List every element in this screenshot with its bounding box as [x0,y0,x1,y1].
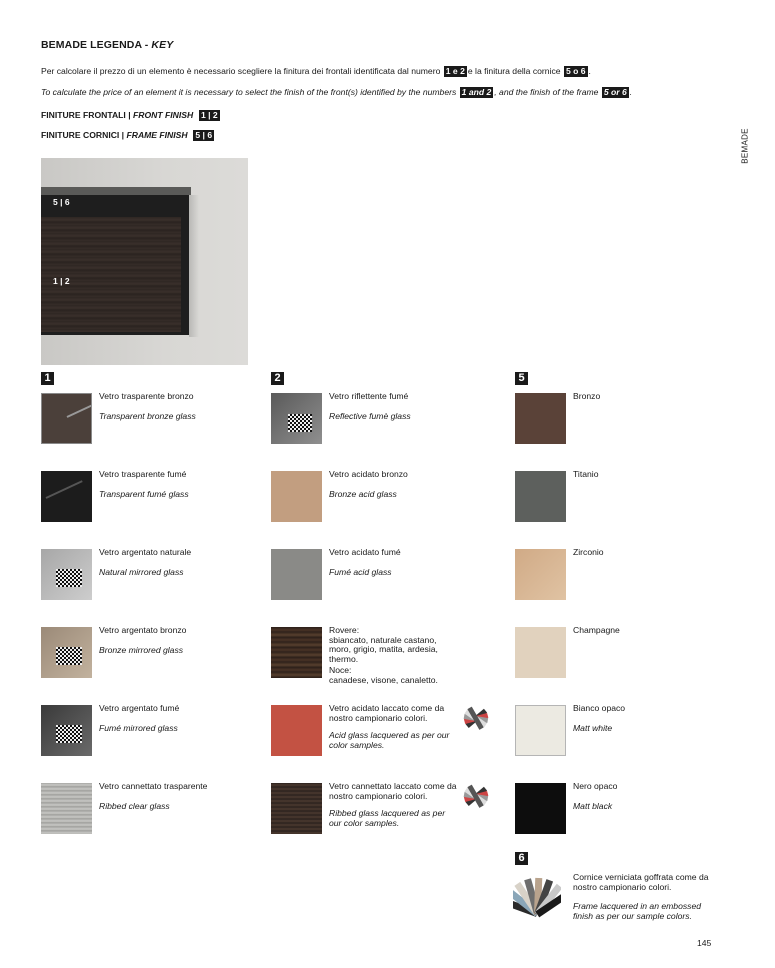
finish-name: Bronzo [573,391,601,401]
finish-name-en: Matt black [573,801,613,811]
finish-name: Rovere: sbiancato, naturale castano, moro, grigio, matita, ardesia, thermo. [329,625,438,664]
finish-name: Vetro riflettente fumé [329,391,409,401]
front-finish-heading: FINITURE FRONTALI | FRONT FINISH 1 | 2 [41,110,218,120]
swatch-bronze-mirror [41,627,92,678]
finish-name: Vetro argentato bronzo [99,625,187,635]
swatch-transparent-fume [41,471,92,522]
color-sample-fan-icon [461,782,491,810]
swatch-matt-black [515,783,566,834]
color-sample-fan-icon [461,704,491,732]
front-tag-en: 1 and 2 [461,87,492,97]
swatch-bronzo [515,393,566,444]
swatch-natural-mirror [41,549,92,600]
price-note-it: Per calcolare il prezzo di un elemento è necessario scegliere la finitura dei frontali identificata dal numero 1 e 2 e la finitura della cornice 5 o 6 . [41,66,591,76]
finish-name: Titanio [573,469,599,479]
front-tag: 1 e 2 [445,66,465,76]
price-note-en: To calculate the price of an element it is necessary to select the finish of the front(s) identified by the numbers 1 and 2 , and the finish of the frame 5 or 6 . [41,87,633,97]
finish-name-en: Natural mirrored glass [99,567,184,577]
finish-name: Vetro trasparente bronzo [99,391,194,401]
finish-name: Vetro cannettato trasparente [99,781,208,791]
frame-finish-heading: FINITURE CORNICI | FRAME FINISH 5 | 6 [41,130,213,140]
column-number-5: 5 [515,372,528,385]
swatch-zirconio [515,549,566,600]
finish-name: Bianco opaco [573,703,626,713]
column-number-2: 2 [271,372,284,385]
swatch-ribbed-lacquered [271,783,322,834]
finish-name-en: Reflective fumè glass [329,411,411,421]
finish-name: Vetro acidato fumé [329,547,401,557]
photo-label-front: 1 | 2 [53,276,70,286]
finish-name: Nero opaco [573,781,618,791]
finish-name-en: Matt white [573,723,613,733]
swatch-wood [271,627,322,678]
swatch-acid-bronze [271,471,322,522]
finish-name: Vetro argentato naturale [99,547,192,557]
finish-name-en: Bronze acid glass [329,489,397,499]
finish-name: Vetro acidato bronzo [329,469,408,479]
column-number-1: 1 [41,372,54,385]
swatch-fume-mirror [41,705,92,756]
finish-name-en: Acid glass lacquered as per our color samples. [329,730,450,750]
swatch-reflective-fume [271,393,322,444]
finish-name: Vetro acidato laccato come da nostro campionario colori. [329,703,445,723]
page-number: 145 [697,938,712,948]
finish-name: Vetro trasparente fumé [99,469,187,479]
side-label: BEMADE [740,128,750,164]
finish-name-en: Fumé acid glass [329,567,392,577]
swatch-champagne [515,627,566,678]
finish-name: Vetro cannettato laccato come da nostro campionario colori. [329,781,457,801]
finish-name-en: Ribbed glass lacquered as per our color samples. [329,808,446,828]
finish-name-en: Bronze mirrored glass [99,645,184,655]
color-sample-fan-icon [513,874,561,920]
finish-name: Vetro argentato fumé [99,703,180,713]
frame-tag: 5 o 6 [565,66,586,76]
product-photo [41,158,248,365]
column-number-6: 6 [515,852,528,865]
swatch-titanio [515,471,566,522]
frame-lacquered-desc-en: Frame lacquered in an embossed finish as per our sample colors. [573,901,702,921]
finish-name-en: Fumé mirrored glass [99,723,178,733]
finish-name: Champagne [573,625,620,635]
swatch-acid-fume [271,549,322,600]
swatch-matt-white [515,705,566,756]
swatch-ribbed-clear [41,783,92,834]
frame-tag-en: 5 or 6 [603,87,627,97]
swatch-acid-lacquered [271,705,322,756]
finish-name-en: Transparent bronze glass [99,411,196,421]
finish-name: Zirconio [573,547,604,557]
finish-name-en: Ribbed clear glass [99,801,170,811]
frame-lacquered-desc: Cornice verniciata goffrata come da nostro campionario colori. [573,872,709,892]
finish-name-walnut: Noce: canadese, visone, canaletto. [329,665,438,685]
finish-name-en: Transparent fumé glass [99,489,189,499]
swatch-transparent-bronze [41,393,92,444]
photo-label-frame: 5 | 6 [53,197,70,207]
page-title: BEMADE LEGENDA - KEY [41,39,174,51]
